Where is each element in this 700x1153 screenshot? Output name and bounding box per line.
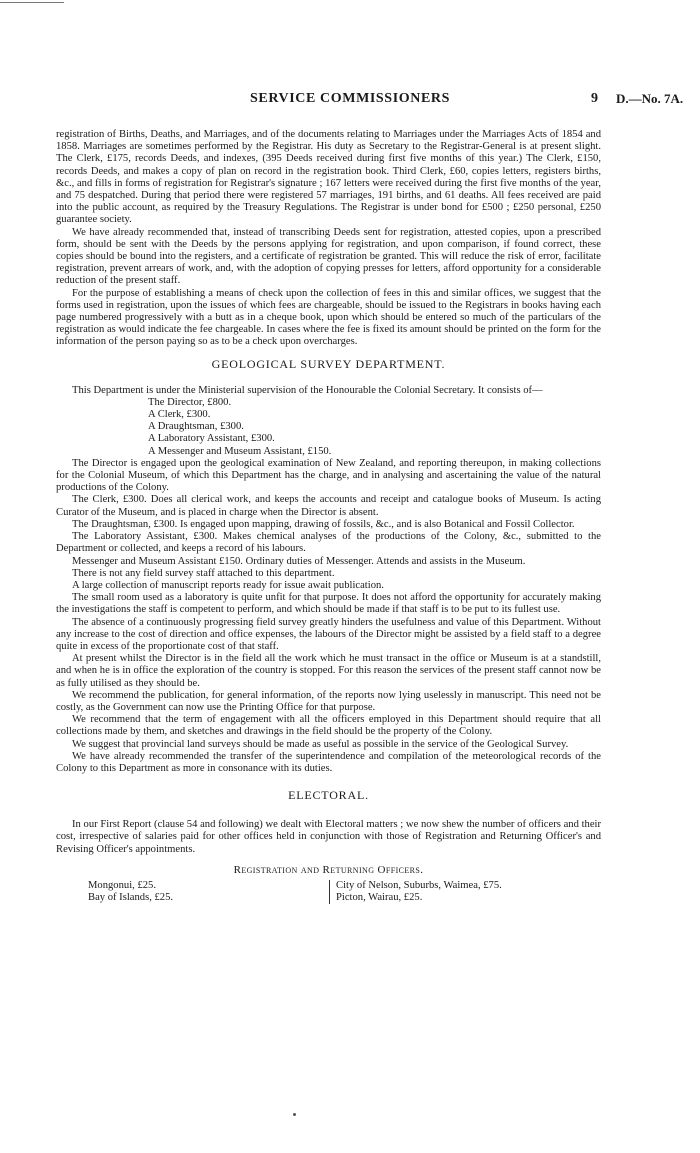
geological-paragraph: The Laboratory Assistant, £300. Makes chemical analyses of the productions of the Colony, &c., submitted to the Department or collected, and keeps a record of his labours. [56,531,601,555]
officer-entry: City of Nelson, Suburbs, Waimea, £75. [336,879,502,891]
electoral-heading: ELECTORAL. [288,788,369,803]
top-rule [0,2,64,3]
footer-dot [293,1113,296,1116]
officers-left-column [88,880,173,904]
geological-paragraph: The small room used as a laboratory is quite unfit for that purpose. It does not afford the opportunity for accurately making the investigations the staff is competent to perform, and which should be made if that staff is to be put to its fullest use. [56,592,601,616]
geological-paragraph: At present whilst the Director is in the field all the work which he must transact in the office or Museum is at a standstill, and when he is in office the exploration of the country is stopped. For this reason the services of the present staff cannot now be as fully utilised as they should be. [56,653,601,689]
staff-item: A Laboratory Assistant, £300. [148,433,275,445]
document-reference: D.—No. 7A. [616,91,684,106]
registry-paragraph: We have already recommended that, instead of transcribing Deeds sent for registration, attested copies, upon a prescribed form, should be sent with the Deeds by the persons applying for registration, and upon comparison, if found correct, these copies should be bound into the registers, and a certificate of registration be granted. This will reduce the risk of error, facilitate registration, prevent arrears of work, and, with the adoption of copying presses for letters, afford opportunity for a considerable reduction of the present staff. [56,226,601,287]
staff-item: A Draughtsman, £300. [148,421,244,433]
officer-entry: Bay of Islands, £25. [88,892,174,904]
staff-item: A Clerk, £300. [148,409,211,421]
running-title: SERVICE COMMISSIONERS [250,91,450,106]
registry-paragraph: For the purpose of establishing a means of check upon the collection of fees in this and similar offices, we suggest that the forms used in registration, upon the issues of which fees are chargeable, should be issued to the Registrars in books having each page numbered progressively with a butt as in a cheque book, upon which should be entered so much of the particulars of the registration as would indicate the fee chargeable. In cases where the fee is fixed its amount should be printed on the form for the information of the person paying so as to be a check upon overcharges. [56,287,601,348]
officers-right-column [329,880,502,904]
staff-item: A Messenger and Museum Assistant, £150. [148,445,332,457]
geological-paragraph: We recommend that the term of engagement with all the officers employed in this Department should require that all collections made by them, and sketches and drawings in the field should be the property of the Colony. [56,714,601,738]
geological-paragraph: We have already recommended the transfer of the superintendence and compilation of the meteorological records of the Colony to this Department as more in consonance with its duties. [56,750,601,774]
officer-entry: Mongonui, £25. [88,879,156,891]
geological-paragraph: The Director is engaged upon the geological examination of New Zealand, and reporting thereupon, in making collections for the Colonial Museum, of which this Department has the charge, and in analysing and ascertaining the value of the natural productions of the Colony. [56,457,601,494]
officer-entry: Picton, Wairau, £25. [336,892,423,904]
geological-heading: GEOLOGICAL SURVEY DEPARTMENT. [211,356,446,371]
page-number: 9 [591,91,598,106]
geological-paragraph: We suggest that provincial land surveys should be made as useful as possible in the service of the Geological Survey. [72,738,569,750]
staff-item: The Director, £800. [148,396,232,408]
geological-paragraph: The Clerk, £300. Does all clerical work, and keeps the accounts and receipt and catalogue books of Museum. Is acting Curator of the Museum, and is placed in charge when the Director is absent. [56,494,601,518]
geological-paragraph: There is not any field survey staff attached to this department. [72,567,335,579]
officers-table [56,880,601,908]
registry-paragraph: registration of Births, Deaths, and Marriages, and of the documents relating to Marriages under the Marriages Acts of 1854 and 1858. Marriages are sometimes performed by the Registrar. His duty as Secretary to the Registrar-General is at present slight. The Clerk, £175, records Deeds, and indexes, (395 Deeds received during first five months of this year.) The Clerk, £150, records Deeds, and makes a copy of plan on record in the registration book. Third Clerk, £60, copies letters, registers births, &c., and fills in forms of registration for Registrar's signature ; 167 letters were received during the first five months of the year, and 75 despatched. During that period there were registered 57 marriages, 191 births, and 61 deaths. All fees received are paid into the public account, as required by the Treasury Regulations. The Registrar is under bond for £500 ; £250 personal, £250 guarantee society. [56,129,601,226]
geological-paragraph: The absence of a continuously progressing field survey greatly hinders the usefulness and value of this Department. Without any increase to the cost of direction and office expenses, the labours of the Director might be assisted by a field staff to a degree quite in excess of the proportionate cost of that staff. [56,616,601,652]
geological-paragraph: The Draughtsman, £300. Is engaged upon mapping, drawing of fossils, &c., and is also Botanical and Fossil Collector. [72,518,575,530]
geological-intro: This Department is under the Ministerial supervision of the Honourable the Colonial Secretary. It consists of— [72,384,543,396]
staff-list [148,397,601,458]
geological-paragraph: Messenger and Museum Assistant £150. Ordinary duties of Messenger. Attends and assists in the Museum. [72,555,526,567]
geological-paragraph: A large collection of manuscript reports ready for issue await publication. [72,579,384,591]
electoral-intro: In our First Report (clause 54 and following) we dealt with Electoral matters ; we now shew the number of officers and their cost, irrespective of salaries paid for other offices held in conjunction with those of Registration and Returning Officer's and Revising Officer's appointments. [56,819,601,855]
geological-paragraph: We recommend the publication, for general information, of the reports now lying uselessly in manuscript. This need not be costly, as the Government can now use the Printing Office for that purpose. [56,689,601,713]
page-body [56,129,601,908]
officers-subheading: Registration and Returning Officers. [233,863,424,876]
page-header [0,93,700,109]
